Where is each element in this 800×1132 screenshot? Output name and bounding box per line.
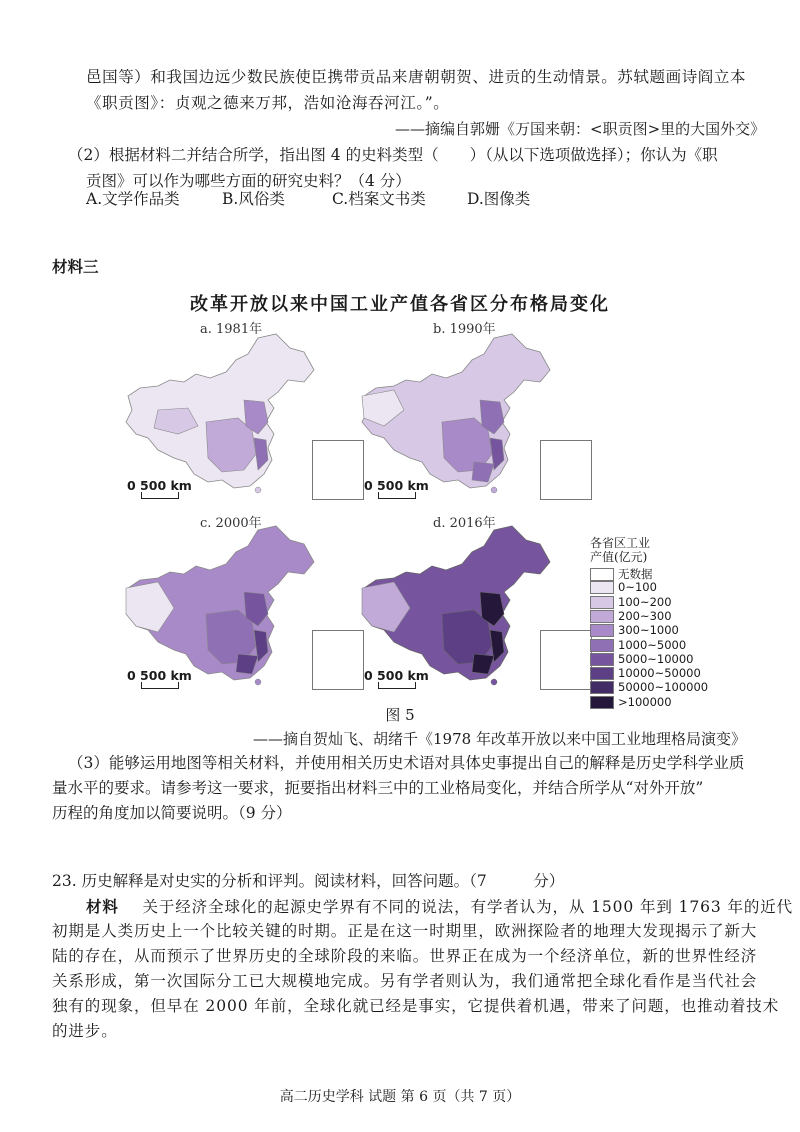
legend-item (590, 666, 701, 679)
legend-item (590, 652, 694, 665)
legend-label: 100~200 (618, 594, 672, 609)
q23-intro: 23. 历史解释是对史实的分析和评判。阅读材料，回答问题。（7 分） (52, 872, 565, 890)
q23-line1-text: 关于经济全球化的起源史学界有不同的说法，有学者认为，从 1500 年到 1763 年的近代 (142, 898, 794, 916)
q3-line3: 历程的角度加以简要说明。（9 分） (52, 804, 292, 822)
map-d-label: d. 2016年 (433, 516, 496, 531)
legend-swatch (590, 653, 614, 666)
material2-source: ——摘编自郭姗《万国来朝：<职贡图>里的大国外交》 (395, 120, 766, 138)
map-c-label: c. 2000年 (200, 516, 262, 531)
legend-item (590, 680, 708, 693)
q23-material-line5: 独有的现象，但早在 2000 年前，全球化就已经是事实，它提供着机遇，带来了问题，也推动着技术 (52, 997, 780, 1015)
material3-heading: 材料三 (52, 257, 99, 276)
legend-swatch (590, 581, 614, 594)
q2-option-d: D.图像类 (467, 190, 531, 208)
legend-swatch (590, 681, 614, 694)
figure5-title: 改革开放以来中国工业产值各省区分布格局变化 (190, 294, 610, 315)
map-c-scale-bar (141, 682, 179, 689)
map-c-scale-text: 0 500 km (127, 668, 192, 683)
page-footer: 高二历史学科 试题 第 6 页（共 7 页） (279, 1089, 521, 1105)
legend-item (590, 595, 672, 608)
q3-line2: 量水平的要求。请参考这一要求，扼要指出材料三中的工业格局变化，并结合所学从“对外开放” (52, 779, 704, 797)
legend-label: 50000~100000 (618, 680, 709, 695)
legend-item (590, 609, 672, 622)
legend-swatch (590, 610, 614, 623)
map-a-scale-text: 0 500 km (127, 478, 192, 493)
legend-label: 10000~50000 (618, 666, 701, 681)
legend-label: 0~100 (618, 580, 657, 595)
legend-label: 1000~5000 (618, 637, 687, 652)
legend-label: 无数据 (618, 567, 653, 581)
material2-text-line2: 《职贡图》：贞观之德来万邦，浩如沧海吞河江。”。 (86, 94, 450, 112)
q23-material-label: 材料 (86, 897, 119, 916)
q23-material-line3: 陆的存在，从而预示了世界历史的全球阶段的来临。世界正在成为一个经济单位，新的世界性经济 (52, 947, 758, 965)
q23-material-line6: 的进步。 (52, 1022, 118, 1040)
legend-swatch (590, 568, 614, 581)
map-d-scale-text: 0 500 km (364, 668, 429, 683)
q2-option-b: B.风俗类 (222, 190, 285, 208)
map-d-scale-bar (378, 682, 416, 689)
q2-option-c: C.档案文书类 (332, 190, 426, 208)
map-a-scale-bar (141, 492, 179, 499)
legend-swatch (590, 639, 614, 652)
map-b-scale-bar (378, 492, 416, 499)
legend-label: >100000 (618, 694, 672, 709)
map-b-scale-text: 0 500 km (364, 478, 429, 493)
legend-label: 300~1000 (618, 623, 679, 638)
q23-material-line2: 初期是人类历史上一个比较关键的时期。正是在这一时期里，欧洲探险者的地理大发现揭示了新大 (52, 922, 758, 940)
material3-source: ——摘自贺灿飞、胡绪千《1978 年改革开放以来中国工业地理格局演变》 (253, 730, 746, 748)
map-a-label: a. 1981年 (200, 322, 263, 337)
q3-line1: （3）能够运用地图等相关材料，并使用相关历史术语对具体史事提出自己的解释是历史学科学业质 (68, 754, 745, 772)
figure5-caption: 图 5 (385, 706, 415, 724)
map-b-south-sea-inset (540, 440, 592, 500)
material2-text-line1: 邑国等）和我国边远少数民族使臣携带贡品来唐朝朝贺、进贡的生动情景。苏轼题画诗阎立本 (86, 68, 747, 86)
q2-line1: （2）根据材料二并结合所学，指出图 4 的史料类型（ ）（从以下选项做选择）；你认为《职 (68, 146, 718, 164)
legend-swatch (590, 667, 614, 680)
legend-swatch (590, 596, 614, 609)
legend-label: 200~300 (618, 608, 672, 623)
legend-item (590, 580, 657, 593)
legend-label: 5000~10000 (618, 651, 694, 666)
q2-option-a: A.文学作品类 (86, 190, 180, 208)
q23-material-line4: 关系形成，第一次国际分工已大规模地完成。另有学者则认为，我们通常把全球化看作是当代社会 (52, 972, 758, 990)
q2-line2: 贡图》可以作为哪些方面的研究史料？（4 分） (86, 172, 411, 190)
map-d-south-sea-inset (540, 630, 592, 690)
legend-title-line1: 各省区工业 (590, 536, 651, 550)
map-b-label: b. 1990年 (433, 322, 496, 337)
legend-item (590, 566, 653, 579)
legend-swatch (590, 624, 614, 637)
legend-item (590, 638, 686, 651)
q23-material-line1 (86, 896, 793, 918)
legend-item (590, 623, 679, 636)
legend-title-line2: 产值(亿元) (590, 550, 648, 564)
